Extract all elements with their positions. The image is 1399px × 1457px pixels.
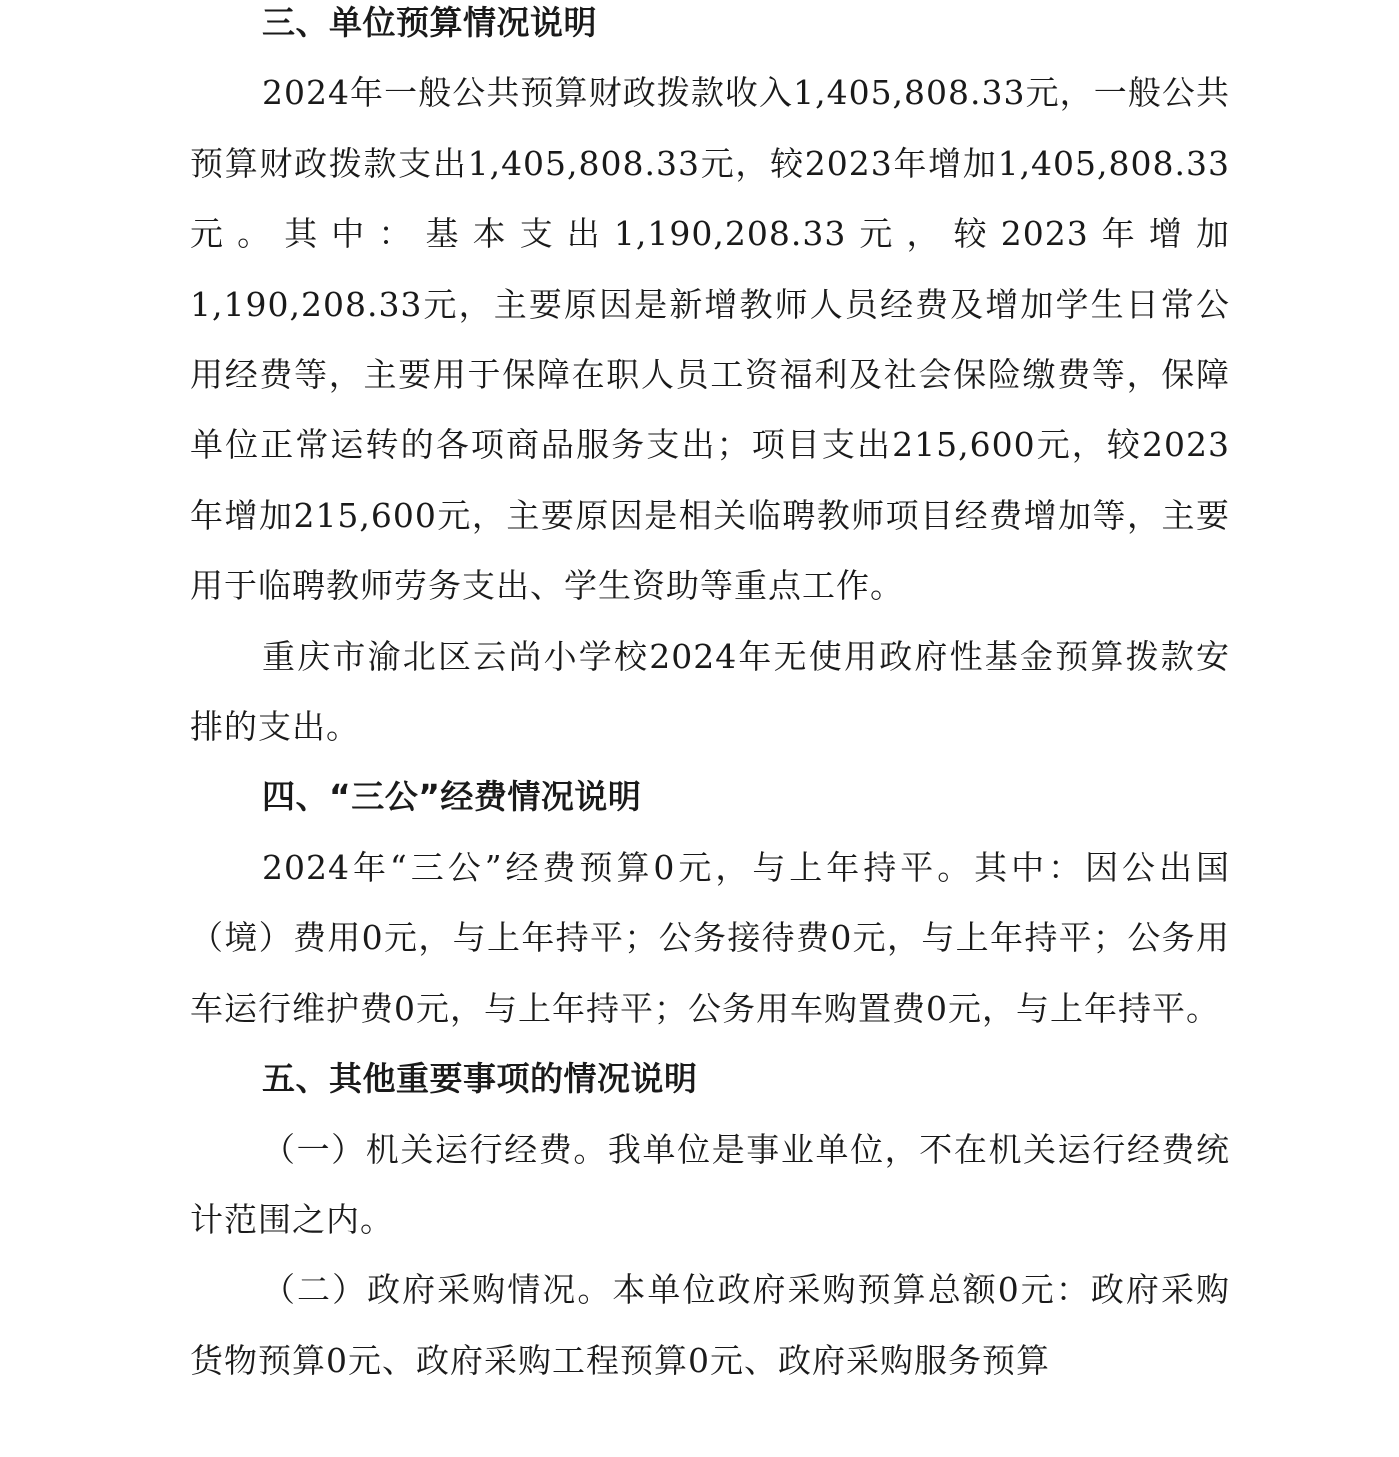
document-page <box>190 0 1230 1396</box>
section-5-heading: 五、其他重要事项的情况说明 <box>262 1059 698 1099</box>
section-5-paragraph-1: （一）机关运行经费。我单位是事业单位，不在机关运行经费统计范围之内。 <box>190 1129 1230 1239</box>
section-3-heading: 三、单位预算情况说明 <box>262 3 597 42</box>
section-4-heading: 四、“三公”经费情况说明 <box>262 777 642 817</box>
section-3-paragraph-2: 重庆市渝北区云尚小学校2024年无使用政府性基金预算拨款安排的支出。 <box>190 636 1230 747</box>
section-5-paragraph-2: （二）政府采购情况。本单位政府采购预算总额0元：政府采购货物预算0元、政府采购工程预算0元、政府采购服务预算 <box>190 1270 1230 1380</box>
section-3-paragraph-1: 2024年一般公共预算财政拨款收入1,405,808.33元，一般公共预算财政拨款支出1,405,808.33元，较2023年增加1,405,808.33元。其中：基本支出1,190,208.33元，较2023年增加1,190,208.33元，主要原因是新增教师人员经费及增加学生日常公用经费等，主要用于保障在职人员工资福利及社会保险缴费等，保障单位正常运转的各项商品服务支出；项目支出215,600元，较2023年增加215,600元，主要原因是相关临聘教师项目经费增加等，主要用于临聘教师劳务支出、学生资助等重点工作。 <box>190 73 1230 606</box>
section-4-paragraph-1: 2024年“三公”经费预算0元，与上年持平。其中：因公出国（境）费用0元，与上年持平；公务接待费0元，与上年持平；公务用车运行维护费0元，与上年持平；公务用车购置费0元，与上年持平。 <box>190 847 1230 1028</box>
